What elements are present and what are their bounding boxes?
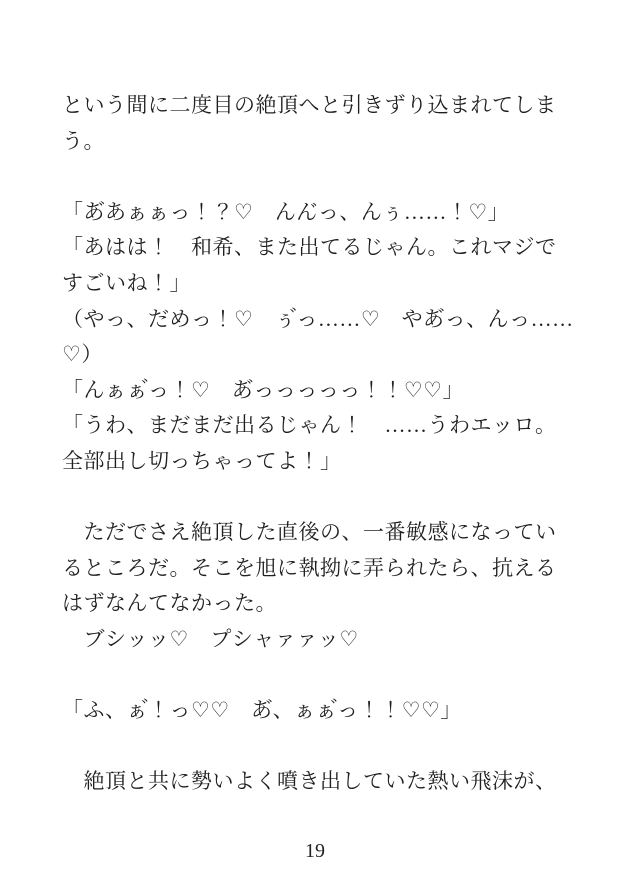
text-line: う。	[62, 128, 105, 153]
text-line: 「あ゙あぁぁっ！？♡ んん゙っ、んぅ……！♡」	[62, 199, 510, 224]
text-block	[62, 88, 602, 800]
text-line: （やっ、だめっ！♡ ぅ゙っ……♡ やあ゙っ、んっ……	[62, 306, 574, 331]
page-number: 19	[305, 840, 325, 862]
text-line: 「うわ、まだまだ出るじゃん！ ……うわエッロ。	[62, 413, 557, 438]
text-line: ただでさえ絶頂した直後の、一番敏感になってい	[62, 520, 557, 545]
blank-line	[62, 658, 602, 694]
blank-line	[62, 480, 602, 516]
text-line: 絶頂と共に勢いよく噴き出していた熱い飛沫が、	[62, 769, 557, 794]
text-line: ブシッッ♡ プシャァァッ♡	[62, 626, 359, 651]
text-line: はずなんてなかった。	[62, 591, 277, 616]
text-line: 「んぁぁ゙っ！♡ あ゙っっっっっ！！♡♡」	[62, 377, 464, 402]
text-line: 全部出し切っちゃってよ！」	[62, 448, 342, 473]
text-line: すごいね！」	[62, 270, 191, 295]
blank-line	[62, 729, 602, 765]
text-line: 「ふ、ぁ゙！っ♡♡ あ゙、ぁぁ゙っ！！♡♡」	[62, 698, 462, 723]
text-line: という間に二度目の絶頂へと引きずり込まれてしま	[62, 93, 557, 117]
text-line: ♡）	[62, 342, 103, 367]
blank-line	[62, 159, 602, 195]
text-line: るところだ。そこを旭に執拗に弄られたら、抗える	[62, 555, 557, 580]
text-line: 「あはは！ 和希、また出てるじゃん。これマジで	[62, 235, 557, 260]
